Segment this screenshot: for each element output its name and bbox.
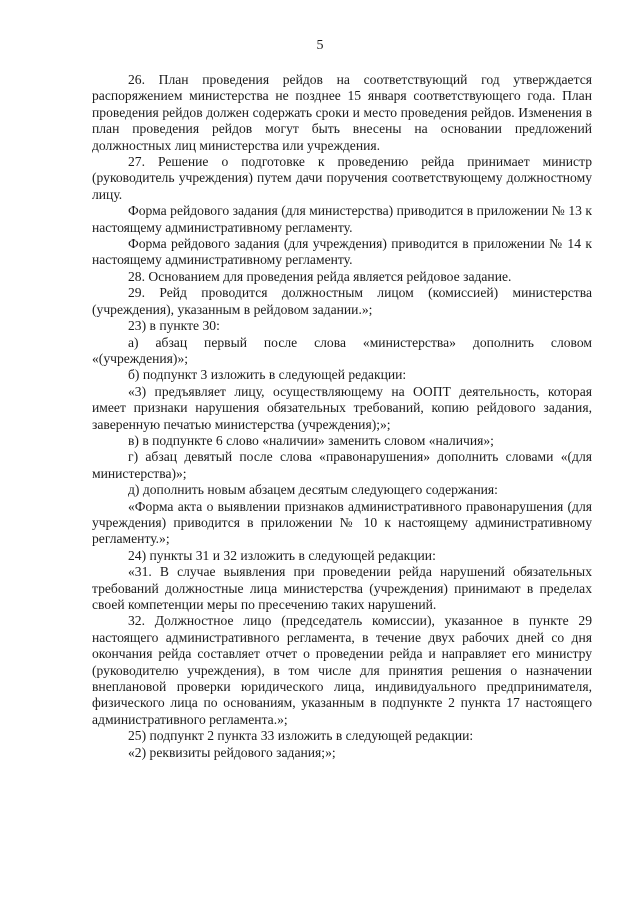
item-25: 25) подпункт 2 пункта 33 изложить в следующей редакции: — [128, 728, 474, 744]
item-23-b-text: «3) предъявляет лицу, осуществляющему на ООПТ деятельность, которая имеет признаки нарушения обязательных требований, копию рейдового задания, заверенную печатью министерства (учреждения);»; — [92, 383, 592, 432]
paragraph-29: 29. Рейд проводится должностным лицом (комиссией) министерства (учреждения), указанным в рейдовом задании.»; — [92, 285, 592, 317]
item-23-a: а) абзац первый после слова «министерства» дополнить словом «(учреждения)»; — [92, 334, 592, 366]
paragraph-27: 27. Решение о подготовке к проведению рейда принимает министр (руководитель учреждения) путем дачи поручения соответствующему должностному лицу. — [92, 154, 592, 202]
paragraph-32: 32. Должностное лицо (председатель комиссии), указанное в пункте 29 настоящего административного регламента, в течение двух рабочих дней со дня окончания рейда составляет отчет о проведении рейда и направляет его министру (руководителю учреждения), в том числе для принятия решения о назначении внеплановой проверки юридического лица, индивидуального предпринимателя, физического лица по основаниям, указанным в подпункте 2 пункта 17 настоящего административного регламента.»; — [92, 613, 592, 727]
item-23: 23) в пункте 30: — [128, 318, 220, 334]
document-body — [92, 72, 592, 761]
item-23-d: д) дополнить новым абзацем десятым следующего содержания: — [128, 482, 498, 498]
item-23-g: г) абзац девятый после слова «правонарушения» дополнить словами «(для министерства)»; — [92, 449, 592, 481]
paragraph-form-ministry: Форма рейдового задания (для министерства) приводится в приложении № 13 к настоящему административному регламенту. — [92, 203, 592, 235]
paragraph-31: «31. В случае выявления при проведении рейда нарушений обязательных требований должностные лица министерства (учреждения) принимают в пределах своей компетенции меры по пресечению таких нарушений. — [92, 564, 592, 612]
item-23-v: в) в подпункте 6 слово «наличии» заменить словом «наличия»; — [128, 432, 494, 448]
item-23-b: б) подпункт 3 изложить в следующей редакции: — [128, 367, 407, 383]
paragraph-26: 26. План проведения рейдов на соответствующий год утверждается распоряжением министерства не позднее 15 января соответствующего года. План проведения рейдов должен содержать сроки и место проведения рейдов. Изменения в план проведения рейдов могут быть внесены на основании предложений должностных лиц министерства или учреждения. — [92, 72, 592, 153]
item-24: 24) пункты 31 и 32 изложить в следующей редакции: — [128, 547, 436, 563]
paragraph-form-institution: Форма рейдового задания (для учреждения) приводится в приложении № 14 к настоящему административному регламенту. — [92, 236, 592, 268]
item-25-text: «2) реквизиты рейдового задания;»; — [128, 744, 336, 760]
paragraph-28: 28. Основанием для проведения рейда является рейдовое задание. — [128, 268, 512, 284]
item-23-d-text: «Форма акта о выявлении признаков административного правонарушения (для учреждения) приводится в приложении № 10 к настоящему административному регламенту.»; — [92, 498, 592, 547]
page-number: 5 — [316, 38, 324, 53]
